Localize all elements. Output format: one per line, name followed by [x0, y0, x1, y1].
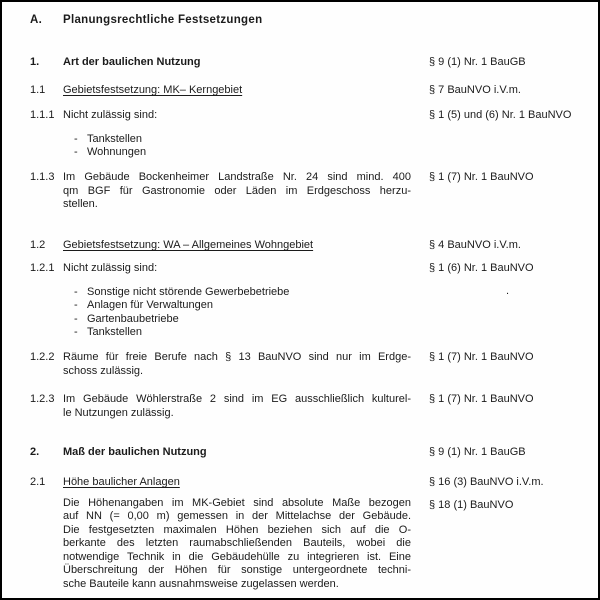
- section-paragraph: [63, 393, 411, 420]
- bullet-text: Tankstellen: [87, 132, 143, 145]
- paragraph-line: notwendige Technik in die Gebäudehülle zu integrieren ist. Eine: [63, 550, 411, 563]
- bullet-text: Gartenbaubetriebe: [87, 312, 179, 325]
- paragraph-line: Räume für freie Berufe nach § 13 BauNVO sind nur im Erdge-: [63, 351, 411, 363]
- bullet-item: [63, 286, 411, 300]
- legal-reference: § 1 (7) Nr. 1 BauNVO: [429, 393, 534, 405]
- section-number: 1.2.3: [30, 393, 55, 405]
- section-number: 1.1: [30, 84, 46, 96]
- legal-reference: § 1 (7) Nr. 1 BauNVO: [429, 351, 534, 363]
- legal-reference-column: [429, 476, 597, 512]
- legal-reference: § 4 BauNVO i.V.m.: [429, 239, 521, 251]
- bullet-item: [63, 313, 411, 327]
- paragraph-line: Die Höhenangaben im MK-Gebiet sind absolute Maße bezogen: [63, 496, 411, 509]
- section-body: [63, 171, 411, 212]
- section-paragraph: [63, 171, 411, 212]
- section-number: 2.: [30, 446, 40, 458]
- paragraph-line: sche Bauteile kann ausnahmsweise zugelassen werden.: [63, 577, 339, 590]
- section-number: 1.2.2: [30, 351, 55, 363]
- bullet-item: [63, 299, 411, 313]
- legal-reference: § 7 BauNVO i.V.m.: [429, 84, 521, 96]
- section-body: [63, 446, 411, 460]
- legal-reference-column: [429, 239, 597, 253]
- section-number: 1.: [30, 56, 40, 68]
- bullet-item: [63, 326, 411, 340]
- legal-reference-secondary: § 18 (1) BauNVO: [429, 498, 514, 511]
- section-number: 2.1: [30, 476, 46, 488]
- paragraph-line: berkante des letzten raumabschließenden Bauteils, wobei die: [63, 537, 411, 549]
- section-heading: Gebietsfestsetzung: MK– Kerngebiet: [63, 84, 243, 96]
- section-body: [63, 393, 411, 420]
- section-body: [63, 239, 411, 253]
- bullet-list: [63, 286, 411, 340]
- legal-reference: § 16 (3) BauNVO i.V.m.: [429, 476, 544, 488]
- paragraph-line: Überschreitung der Höhen für sonstige untergeordnete techni-: [63, 564, 411, 576]
- bullet-text: Tankstellen: [87, 326, 143, 338]
- legal-reference: § 1 (6) Nr. 1 BauNVO: [429, 262, 534, 274]
- section-body: [63, 476, 411, 591]
- legal-reference-column: [429, 393, 597, 407]
- bullet-dash: -: [74, 146, 78, 158]
- section-body: [63, 262, 411, 340]
- bullet-text: Sonstige nicht störende Gewerbebetriebe: [87, 285, 290, 298]
- bullet-dash: -: [74, 299, 78, 311]
- section-paragraph: [63, 497, 411, 592]
- section-heading: Höhe baulicher Anlagen: [63, 476, 180, 488]
- header-letter: A.: [30, 14, 43, 26]
- bullet-dash: -: [74, 326, 78, 338]
- bullet-dash: -: [74, 312, 78, 325]
- section-number: 1.1.1: [30, 109, 55, 121]
- section-heading: Maß der baulichen Nutzung: [63, 446, 207, 458]
- bullet-item: [63, 146, 411, 160]
- legal-reference-column: [429, 262, 597, 298]
- legal-reference: § 1 (5) und (6) Nr. 1 BauNVO: [429, 109, 572, 121]
- legal-reference-column: [429, 109, 597, 123]
- header-title: Planungsrechtliche Festsetzungen: [63, 14, 263, 26]
- legal-reference-column: [429, 56, 597, 70]
- paragraph-line: Im Gebäude Wöhlerstraße 2 sind im EG ausschließlich kulturel-: [63, 393, 411, 405]
- section-heading: Art der baulichen Nutzung: [63, 56, 201, 68]
- section-number: 1.2.1: [30, 262, 55, 274]
- section-number: 1.1.3: [30, 171, 55, 183]
- stray-mark: .: [506, 284, 510, 297]
- legal-reference-column: [429, 84, 597, 98]
- paragraph-line: qm BGF für Gastronomie oder Läden im Erdgeschoss herzu-: [63, 184, 411, 197]
- section-body: [63, 56, 411, 70]
- paragraph-line: schoss zulässig.: [63, 364, 144, 377]
- paragraph-line: auf NN (= 0,00 m) gemessen in der Mittelachse der Gebäude.: [63, 510, 411, 522]
- paragraph-line: stellen.: [63, 198, 98, 210]
- legal-reference-column: [429, 171, 597, 185]
- section-heading: Gebietsfestsetzung: WA – Allgemeines Wohngebiet: [63, 239, 314, 251]
- paragraph-line: Die festgesetzten maximalen Höhen beziehen sich auf die O-: [63, 523, 411, 536]
- section-body: [63, 84, 411, 98]
- legal-reference-column: [429, 351, 597, 365]
- legal-reference: § 9 (1) Nr. 1 BauGB: [429, 446, 526, 458]
- bullet-dash: -: [74, 132, 78, 145]
- legal-reference: § 9 (1) Nr. 1 BauGB: [429, 56, 526, 68]
- legal-reference-column: [429, 446, 597, 460]
- section-body: [63, 351, 411, 378]
- section-text: Nicht zulässig sind:: [63, 109, 158, 121]
- bullet-dash: -: [74, 285, 78, 298]
- paragraph-line: Im Gebäude Bockenheimer Landstraße Nr. 24 sind mind. 400: [63, 171, 411, 183]
- bullet-item: [63, 133, 411, 147]
- section-paragraph: [63, 351, 411, 378]
- legal-reference: § 1 (7) Nr. 1 BauNVO: [429, 171, 534, 183]
- paragraph-line: le Nutzungen zulässig.: [63, 406, 174, 419]
- bullet-text: Anlagen für Verwaltungen: [87, 299, 213, 311]
- bullet-list: [63, 133, 411, 160]
- section-body: [63, 109, 411, 160]
- section-number: 1.2: [30, 239, 46, 251]
- bullet-text: Wohnungen: [87, 146, 147, 158]
- section-text: Nicht zulässig sind:: [63, 262, 158, 274]
